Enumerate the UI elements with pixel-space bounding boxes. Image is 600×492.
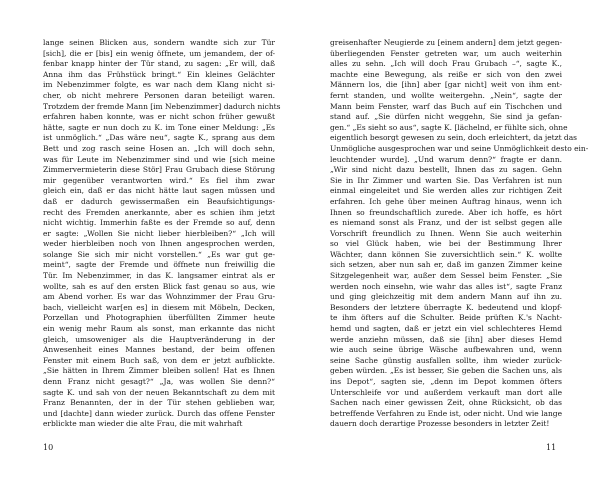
text-line: Trotzdem der fremde Mann [im Nebenzimmer] dadurch nichts: [43, 101, 281, 111]
text-line: gen.“ „Es sieht so aus“, sagte K. [lächelnd, er fühlte sich, ohne: [330, 122, 568, 132]
text-line: stand auf. „Sie dürfen nicht weggehn, Sie sind ja gefan-: [330, 112, 562, 122]
text-line: cher, ob nicht mehrere Personen daran beteiligt waren.: [43, 90, 275, 100]
text-line: Unterschleife vor und außerdem verkauft man dort alle: [330, 387, 562, 397]
text-line: wie auch seine übrige Wäsche aufbewahren und, wenn: [330, 345, 562, 355]
text-line: recht des Fremden anerkannte, aber es schien ihm jetzt: [43, 207, 275, 217]
text-line: Männern los, die [ihn] aber [gar nicht] weit von ihm ent-: [330, 80, 562, 90]
text-line: „Sie hätten in Ihrem Zimmer bleiben sollen! Hat es Ihnen: [43, 366, 275, 376]
text-line: Besonders der letztere überragte K. bedeutend und klopf-: [330, 302, 562, 312]
text-line: nicht wichtig. Immerhin faßte es der Fremde so auf, denn: [43, 218, 275, 228]
text-line: Sachen nach einer gewissen Zeit, ohne Rücksicht, ob das: [330, 398, 562, 408]
text-line: und ging gleichzeitig mit dem andern Mann auf ihn zu.: [330, 292, 562, 302]
text-line: te ihm öfters auf die Schulter. Beide prüften K.'s Nacht-: [330, 313, 562, 323]
text-line: gleich, umsoweniger als die Hauptveränderung in der: [43, 334, 275, 344]
text-line: sagte K. und sah von der neuen Bekanntschaft zu dem mit: [43, 387, 275, 397]
text-line: hemd und sagten, daß er jetzt ein viel schlechteres Hemd: [330, 324, 562, 334]
text-line: erfahren haben konnte, was er nicht schon früher gewußt: [43, 112, 275, 122]
right-page-number: 11: [546, 443, 557, 452]
text-line: er sagte: „Wollen Sie nicht lieber hierbleiben?“ „Ich will: [43, 228, 275, 238]
text-line: was für Leute im Nebenzimmer sind und wie [sich meine: [43, 154, 275, 164]
text-line: [sich], die er [bis] ein wenig öffnete, um jemandem, der of-: [43, 48, 275, 58]
right-page: [330, 38, 589, 430]
text-line: im Nebenzimmer folgte, es war nach dem Klang nicht si-: [43, 80, 275, 90]
text-line: greisenhafter Neugierde zu [einem andern] dem jetzt gegen-: [330, 38, 562, 47]
text-line: so viel Glück haben, wie bei der Bestimmung Ihrer: [330, 239, 562, 249]
text-line: Ihnen so freundschaftlich zurede. Aber ich hoffe, es hört: [330, 207, 562, 217]
text-line: „Wir sind nicht dazu bestellt, Ihnen das zu sagen. Gehn: [330, 165, 562, 175]
text-line: meint“, sagte der Fremde und öffnete nun freiwillig die: [43, 260, 275, 270]
text-line: daß er dadurch gewissermaßen ein Beaufsichtigungs-: [43, 196, 275, 206]
text-line: alles zu sehn. „Ich will doch Frau Grubach –“, sagte K.,: [330, 59, 562, 69]
text-line: Anna ihm das Frühstück bringt.“ Ein kleines Gelächter: [43, 69, 275, 79]
text-line: wollte, sah es auf den ersten Blick fast genau so aus, wie: [43, 281, 275, 291]
text-line: Anwesenheit eines Mannes bestand, der beim offenen: [43, 345, 275, 355]
text-line: seine Sache günstig ausfallen sollte, ihm wieder zurück-: [330, 355, 562, 365]
text-line: Sitzgelegenheit war, außer dem Sessel beim Fenster. „Sie: [330, 271, 562, 281]
left-page: [43, 38, 281, 430]
text-line: überliegenden Fenster getreten war, um auch weiterhin: [330, 48, 562, 58]
text-line: weder hierbleiben noch von Ihnen angesprochen werden,: [43, 239, 275, 249]
text-line: Bett und zog rasch seine Hosen an. „Ich will doch sehn,: [43, 143, 275, 153]
text-line: denn Franz nicht gesagt?“ „Ja, was wollen Sie denn?“: [43, 377, 275, 386]
text-line: bach, vielleicht war[en es] in diesem mit Möbeln, Decken,: [43, 302, 275, 312]
text-line: Mann beim Fenster, warf das Buch auf ein Tischchen und: [330, 101, 562, 111]
text-line: leuchtender wurde]. „Und warum denn?“ fragte er dann.: [330, 154, 562, 164]
text-line: erfahren. Ich gehe über meinen Auftrag hinaus, wenn ich: [330, 196, 562, 206]
text-line: fernt standen, und wollte weitergehn. „Nein“, sagte der: [330, 90, 562, 100]
text-line: werden noch einsehn, wie wahr das alles ist“, sagte Franz: [330, 281, 562, 291]
text-line: eigentlich besorgt gewesen zu sein, doch erleichtert, da jetzt das: [330, 133, 577, 143]
text-line: dauern doch derartige Prozesse besonders in letzter Zeit!: [330, 419, 550, 429]
text-line: werde anziehn müssen, daß sie [ihn] aber dieses Hemd: [330, 334, 562, 344]
text-line: solange Sie sich mir nicht vorstellen.“ „Es war gut ge-: [43, 249, 275, 259]
text-line: Franz Benannten, der in der Tür stehen geblieben war,: [43, 398, 275, 408]
text-line: Porzellan und Photographien überfüllten Zimmer heute: [43, 313, 275, 323]
text-line: Fenster mit einem Buch saß, von dem er jetzt aufblickte.: [43, 355, 275, 365]
text-line: erblickte man wieder die alte Frau, die mit wahrhaft: [43, 419, 243, 429]
text-line: gleich ein, daß er das nicht hätte laut sagen müssen und: [43, 186, 275, 196]
text-line: Tür. Im Nebenzimmer, in das K. langsamer eintrat als er: [43, 271, 275, 281]
text-line: mir gegenüber verantworten wird.“ Es fiel ihm zwar: [43, 175, 275, 185]
text-line: ins Depot“, sagten sie, „denn im Depot kommen öfters: [330, 377, 562, 386]
text-line: sich setzen, aber nun sah er, daß im ganzen Zimmer keine: [330, 260, 562, 270]
text-line: hätte, sagte er nun doch zu K. im Tone einer Meldung: „Es: [43, 122, 275, 132]
text-line: am Abend vorher. Es war das Wohnzimmer der Frau Gru-: [43, 292, 275, 302]
text-line: Unmögliche ausgesprochen war und seine Unmöglichkeit desto ein-: [330, 143, 589, 153]
text-line: Sie in Ihr Zimmer und warten Sie. Das Verfahren ist nun: [330, 175, 562, 185]
text-line: einmal eingeleitet und Sie werden alles zur richtigen Zeit: [330, 186, 562, 196]
left-page-number: 10: [43, 443, 54, 452]
text-line: fenbar knapp hinter der Tür stand, zu sagen: „Er will, daß: [43, 59, 275, 69]
text-line: ist unmöglich.“ „Das wäre neu“, sagte K., sprang aus dem: [43, 133, 275, 143]
text-line: betreffende Verfahren zu Ende ist, oder nicht. Und wie lange: [330, 408, 562, 418]
text-line: Zimmervermieterin diese Stör] Frau Grubach diese Störung: [43, 165, 275, 175]
text-line: ein wenig mehr Raum als sonst, man erkannte das nicht: [43, 324, 275, 334]
text-line: und [dachte] dann wieder zurück. Durch das offene Fenster: [43, 408, 275, 418]
text-line: geben würden. „Es ist besser, Sie geben die Sachen uns, als: [330, 366, 562, 376]
text-line: Wächter, dann können Sie zuversichtlich sein.“ K. wollte: [330, 249, 562, 259]
text-line: machte eine Bewegung, als reiße er sich von den zwei: [330, 69, 562, 79]
text-line: lange seinen Blicken aus, sondern wandte sich zur Tür: [43, 38, 275, 47]
text-line: Vorschrift freundlich zu Ihnen. Wenn Sie auch weiterhin: [330, 228, 562, 238]
text-line: es niemand sonst als Franz, und der ist selbst gegen alle: [330, 218, 562, 228]
